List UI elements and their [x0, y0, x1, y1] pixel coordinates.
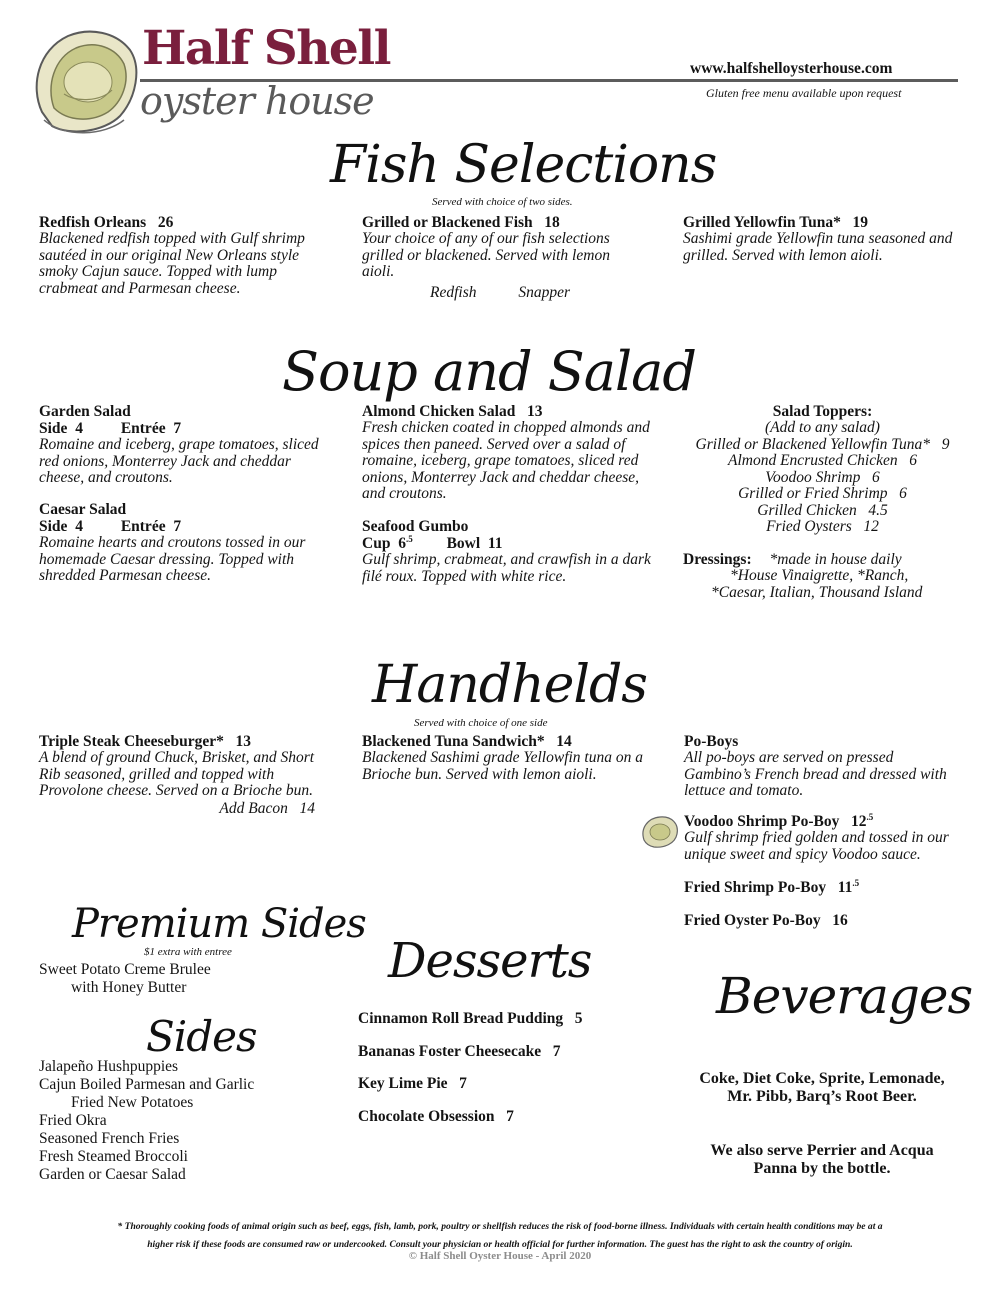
cup-price-cents: .5 — [405, 533, 413, 544]
item-name: Almond Chicken Salad — [362, 403, 516, 420]
item-price: 11 — [837, 879, 853, 896]
item-name: Cinnamon Roll Bread Pudding — [358, 1010, 564, 1027]
side-price: 4 — [75, 518, 83, 535]
premium-side-item-detail: with Honey Butter — [71, 979, 187, 996]
topper-item: Grilled Chicken 4.5 — [757, 501, 888, 519]
cup-price: 6 — [398, 535, 406, 552]
item-description: Gulf shrimp, crabmeat, and crawfish in a dark filé roux. Topped with white rice. — [362, 551, 651, 585]
handhelds-note: Served with choice of one side — [414, 717, 548, 729]
handheld-item-tuna-sandwich — [362, 733, 652, 783]
item-price: 7 — [459, 1075, 467, 1092]
salad-item-garden — [39, 403, 339, 487]
bottled-water-note — [670, 1142, 974, 1178]
list-item: Fresh Steamed Broccoli — [39, 1148, 188, 1165]
fish-item-grilled-blackened — [362, 214, 644, 301]
handheld-item-cheeseburger — [39, 733, 319, 817]
copyright-notice: © Half Shell Oyster House - April 2020 — [408, 1250, 592, 1262]
item-description: Sashimi grade Yellowfin tuna seasoned and grilled. Served with lemon aioli. — [683, 230, 953, 264]
fish-item-redfish-orleans — [39, 214, 339, 297]
dessert-item — [358, 1043, 561, 1060]
item-price-cents: .5 — [866, 811, 874, 822]
salad-item-caesar — [39, 501, 339, 585]
dressings — [683, 551, 973, 601]
entree-label: Entrée — [120, 518, 166, 535]
item-name: Triple Steak Cheeseburger* — [39, 733, 224, 750]
sides-heading: Sides — [146, 1012, 257, 1061]
fish-option-redfish: Redfish — [430, 283, 477, 301]
item-price: 14 — [556, 733, 572, 750]
item-price: 26 — [157, 214, 174, 231]
bowl-price: 11 — [487, 535, 503, 552]
list-item: Garden or Caesar Salad — [39, 1166, 186, 1183]
soup-item-seafood-gumbo — [362, 518, 652, 585]
entree-price: 7 — [173, 518, 182, 535]
item-name: Garden Salad — [39, 403, 131, 420]
fish-selections-note: Served with choice of two sides. — [432, 196, 573, 208]
item-price: 16 — [832, 912, 848, 929]
item-description: Blackened redfish topped with Gulf shrimp sautéed in our original New Orleans style smoky Cajun sauce. Topped with lump crabmeat and Parmesan cheese. — [39, 230, 305, 297]
premium-side-item: Sweet Potato Creme Brulee — [39, 961, 211, 978]
handhelds-heading: Handhelds — [372, 655, 647, 715]
item-price: 7 — [506, 1108, 514, 1125]
entree-label: Entrée — [120, 420, 166, 437]
entree-price: 7 — [173, 420, 182, 437]
beverage-line: We also serve Perrier and Acqua — [710, 1142, 934, 1159]
item-description: Blackened Sashimi grade Yellowfin tuna on a Brioche bun. Served with lemon aioli. — [362, 749, 643, 783]
item-name: Voodoo Shrimp Po-Boy — [684, 813, 840, 830]
dressings-line-1: *House Vinaigrette, *Ranch, — [730, 567, 909, 584]
disclaimer-line-2: higher risk if these foods are consumed raw or undercooked. Consult your physician or health official for further information. The guest has the right to ask the country of origin. — [147, 1239, 853, 1250]
salad-toppers-title: Salad Toppers: — [772, 403, 873, 420]
item-price: 7 — [552, 1043, 561, 1060]
item-description: Fresh chicken coated in chopped almonds and spices then paneed. Served over a salad of romaine, iceberg, grape tomatoes, sliced red onions, Monterrey Jack and cheddar cheese, and croutons. — [362, 419, 650, 502]
list-item: Fried New Potatoes — [71, 1094, 194, 1111]
side-price: 4 — [75, 420, 83, 437]
oyster-logo-icon — [24, 24, 144, 142]
soup-salad-heading: Soup and Salad — [282, 340, 696, 403]
dressings-note: *made in house daily — [769, 551, 902, 568]
list-item: Seasoned French Fries — [39, 1130, 180, 1147]
website-link[interactable]: www.halfshelloysterhouse.com — [690, 60, 893, 77]
item-name: Bananas Foster Cheesecake — [358, 1043, 542, 1060]
item-name: Grilled Yellowfin Tuna* — [683, 214, 841, 231]
item-description: Romaine and iceberg, grape tomatoes, sliced red onions, Monterrey Jack and cheddar cheese, and croutons. — [39, 436, 319, 486]
item-description: Romaine hearts and croutons tossed in our homemade Caesar dressing. Topped with shredded Parmesan cheese. — [39, 534, 306, 584]
handheld-item-voodoo-poboy — [684, 813, 969, 863]
item-name: Redfish Orleans — [39, 214, 147, 231]
topper-item: Grilled or Fried Shrimp 6 — [738, 485, 907, 502]
salad-item-almond-chicken — [362, 403, 652, 503]
premium-sides-note: $1 extra with entree — [144, 946, 232, 958]
item-name: Fried Oyster Po-Boy — [684, 912, 821, 929]
item-price: 5 — [574, 1010, 583, 1027]
dessert-item — [358, 1010, 583, 1027]
fish-option-snapper: Snapper — [518, 283, 571, 301]
addon-bacon: Add Bacon — [219, 799, 288, 817]
dressings-line-2: *Caesar, Italian, Thousand Island — [711, 583, 923, 601]
item-price-cents: .5 — [852, 877, 860, 888]
item-description: A blend of ground Chuck, Brisket, and Short Rib seasoned, grilled and topped with Provolone cheese. Served on a Brioche bun. — [39, 749, 315, 799]
salad-toppers-subtitle: (Add to any salad) — [765, 419, 880, 436]
dessert-item — [358, 1108, 514, 1125]
brand-name-line1: Half Shell — [142, 21, 391, 76]
side-label: Side — [39, 518, 68, 535]
item-price: 18 — [544, 214, 560, 231]
cup-label: Cup — [362, 535, 391, 552]
item-price: 19 — [852, 214, 869, 231]
item-name: Po-Boys — [684, 733, 739, 750]
item-price: 13 — [235, 733, 251, 750]
item-name: Blackened Tuna Sandwich* — [362, 733, 545, 750]
item-description: All po-boys are served on pressed Gambino’s French bread and dressed with lettuce and tomato. — [684, 749, 947, 799]
list-item: Fried Okra — [39, 1112, 107, 1129]
gluten-free-note: Gluten free menu available upon request — [706, 86, 902, 100]
beverage-line: Coke, Diet Coke, Sprite, Lemonade, — [699, 1070, 945, 1087]
fish-item-yellowfin-tuna — [683, 214, 973, 264]
item-name: Caesar Salad — [39, 501, 127, 518]
side-label: Side — [39, 420, 68, 437]
topper-item: Grilled or Blackened Yellowfin Tuna* 9 — [695, 435, 950, 453]
fish-selections-heading: Fish Selections — [330, 135, 717, 195]
handheld-poboys — [684, 733, 964, 800]
item-name: Fried Shrimp Po-Boy — [684, 879, 827, 896]
topper-item: Voodoo Shrimp 6 — [765, 468, 880, 486]
salad-toppers — [680, 403, 965, 536]
item-price: 13 — [526, 403, 543, 420]
item-name: Key Lime Pie — [358, 1075, 448, 1092]
item-name: Chocolate Obsession — [358, 1108, 495, 1125]
list-item: Jalapeño Hushpuppies — [39, 1058, 179, 1075]
topper-item: Fried Oysters 12 — [766, 518, 879, 535]
item-description: Your choice of any of our fish selections grilled or blackened. Served with lemon aioli. — [362, 230, 610, 280]
oyster-small-icon — [640, 814, 680, 850]
topper-item: Almond Encrusted Chicken 6 — [728, 452, 917, 469]
addon-price: 14 — [299, 799, 315, 817]
handheld-item-fried-shrimp-poboy — [684, 879, 859, 896]
health-disclaimer — [20, 1218, 980, 1254]
item-name: Grilled or Blackened Fish — [362, 214, 533, 231]
brand-name-line2: oyster house — [140, 79, 374, 123]
item-description: Gulf shrimp fried golden and tossed in our unique sweet and spicy Voodoo sauce. — [684, 829, 949, 863]
sides-list — [39, 1058, 254, 1184]
dessert-item — [358, 1075, 467, 1092]
disclaimer-line-1: * Thoroughly cooking foods of animal origin such as beef, eggs, fish, lamb, pork, poultry or shellfish reduces the risk of food-borne illness. Individuals with certain health conditions may be at a — [117, 1221, 883, 1232]
beverage-line: Panna by the bottle. — [753, 1160, 891, 1177]
handheld-item-fried-oyster-poboy — [684, 912, 848, 929]
beverages-heading: Beverages — [716, 967, 973, 1025]
item-price: 12 — [850, 813, 867, 830]
beverages-list — [670, 1070, 974, 1106]
bowl-label: Bowl — [446, 535, 481, 552]
item-name: Seafood Gumbo — [362, 518, 469, 535]
beverage-line: Mr. Pibb, Barq’s Root Beer. — [727, 1088, 917, 1105]
dressings-label: Dressings: — [683, 551, 752, 568]
premium-sides-heading: Premium Sides — [72, 901, 366, 947]
desserts-heading: Desserts — [388, 933, 592, 989]
list-item: Cajun Boiled Parmesan and Garlic — [39, 1076, 255, 1093]
